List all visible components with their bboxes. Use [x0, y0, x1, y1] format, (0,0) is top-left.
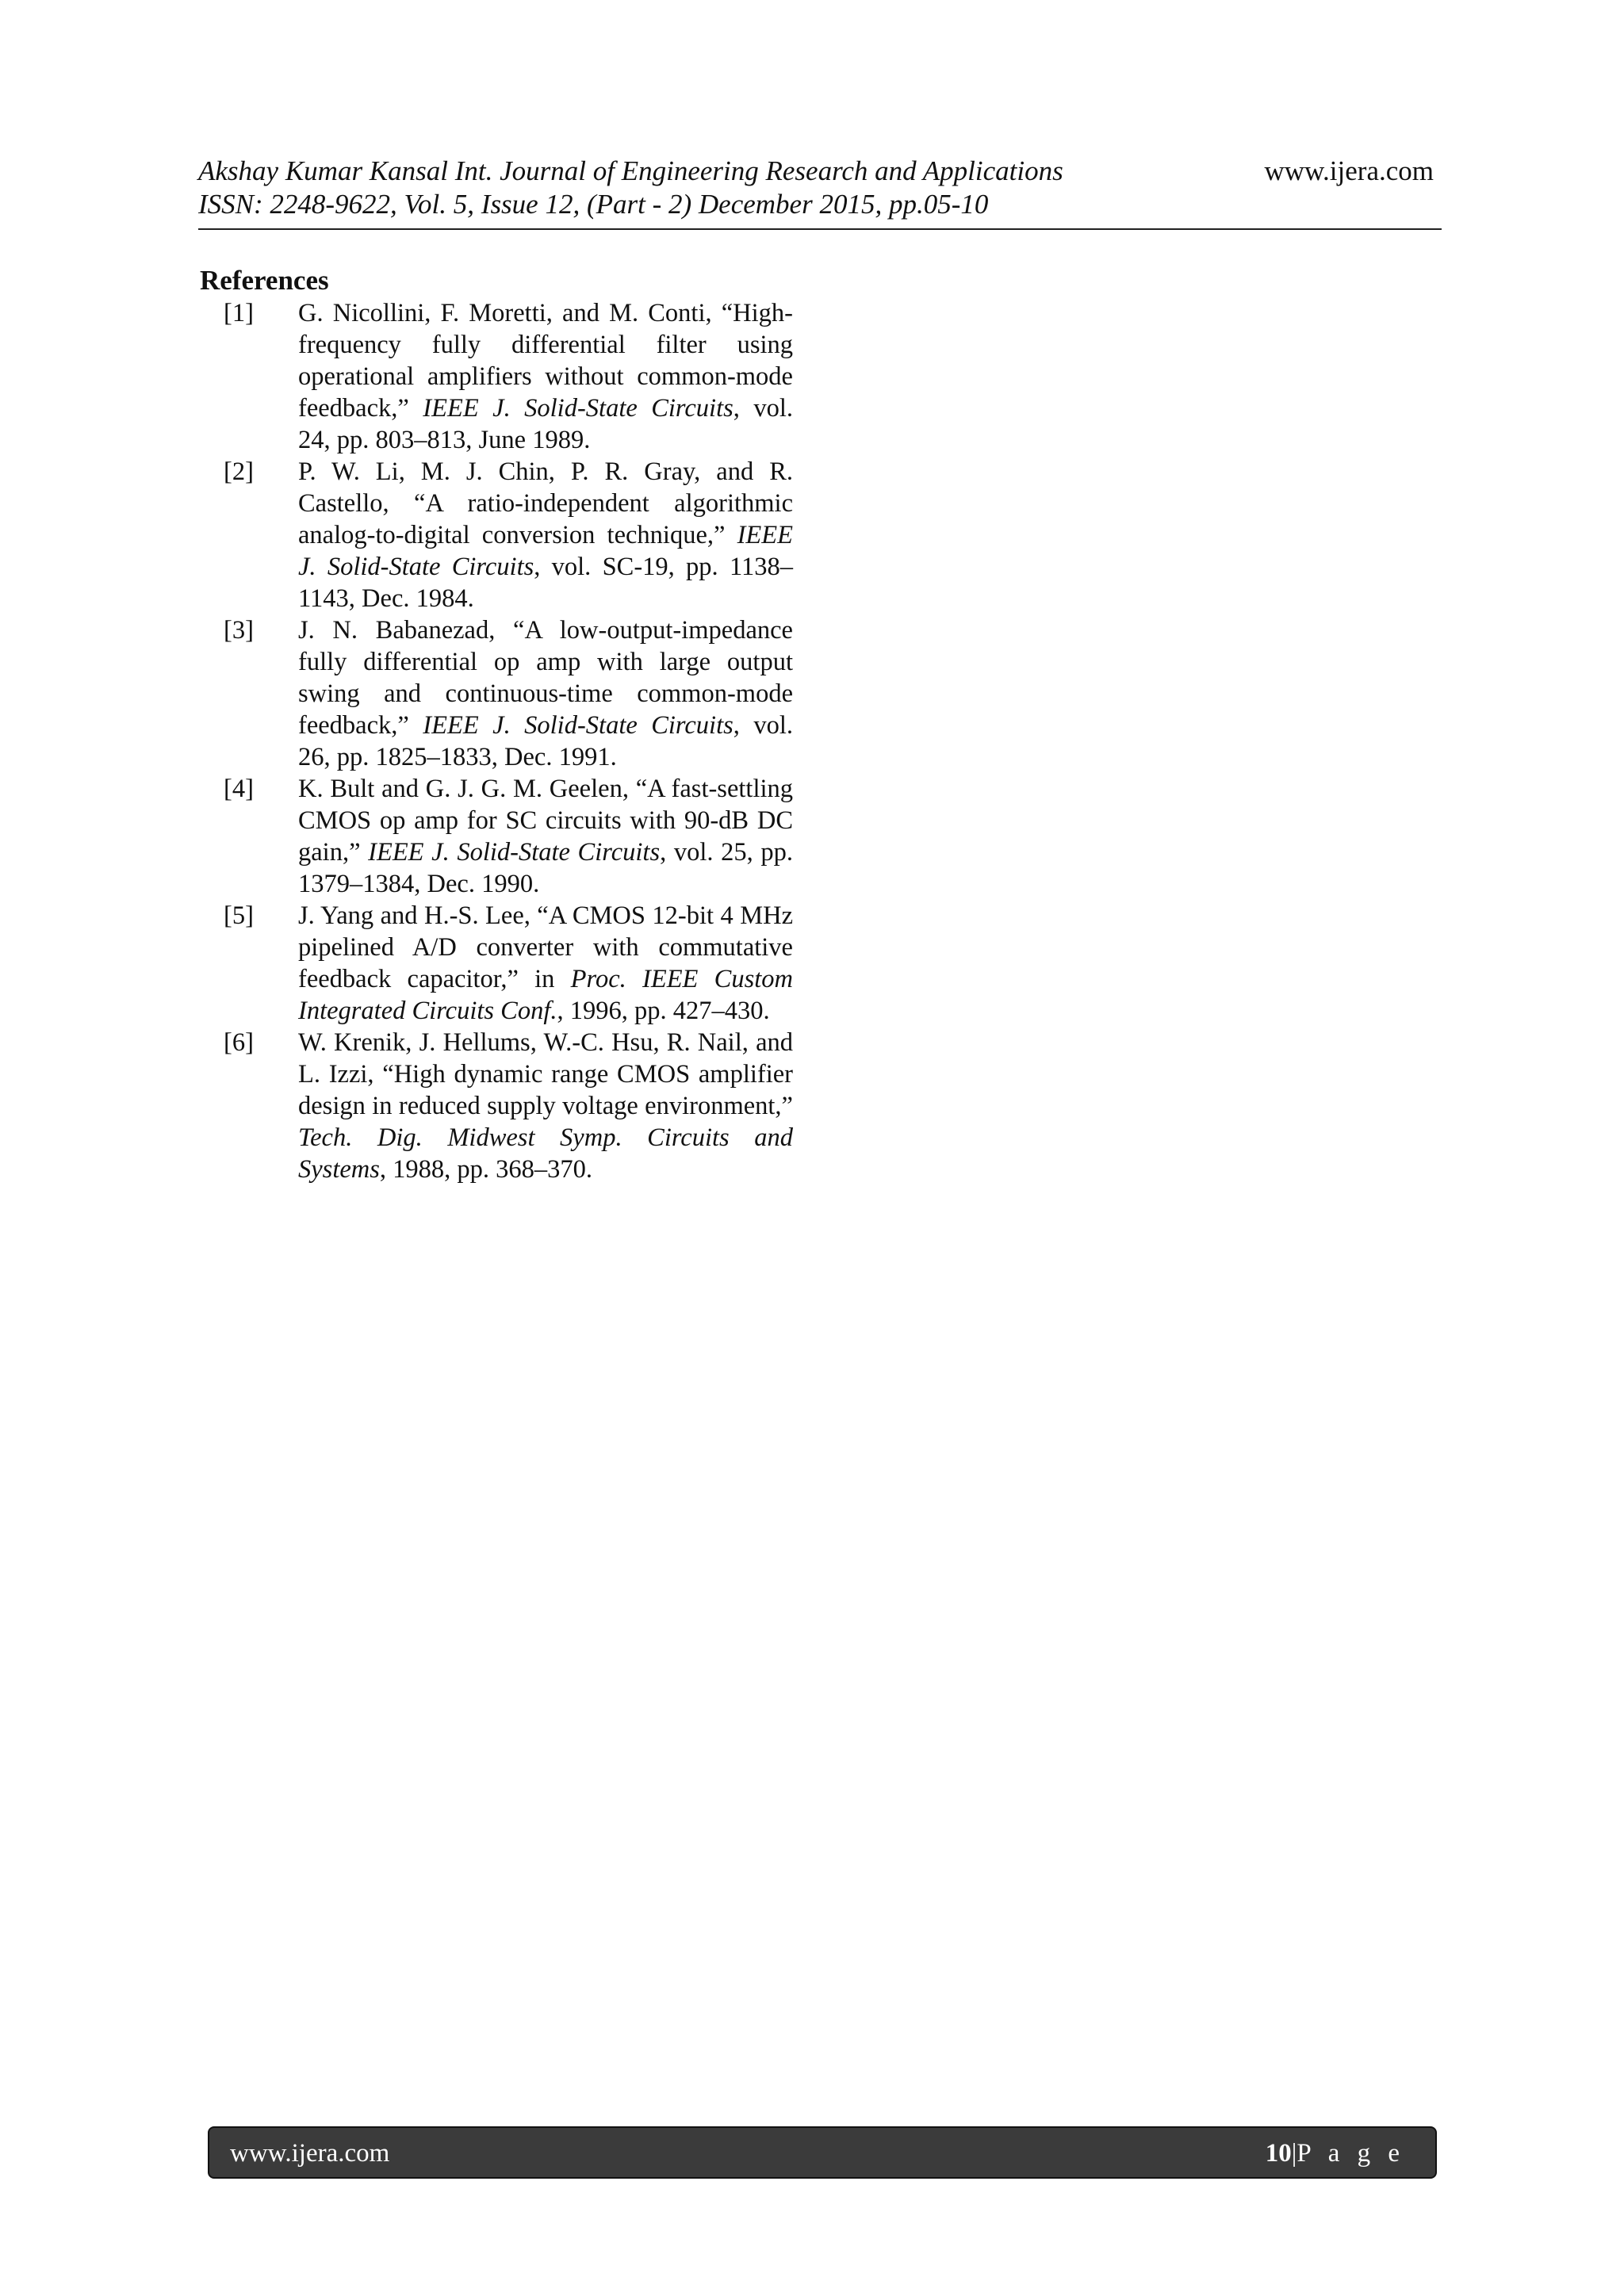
reference-item-5	[200, 900, 793, 1027]
references-list	[200, 297, 793, 1185]
reference-authors-title: K. Bult and G. J. G. M. Geelen, “A fast-settling CMOS op amp for SC circuits with 90-dB DC gain,”	[298, 775, 793, 867]
reference-authors-title: G. Nicollini, F. Moretti, and M. Conti, “High-frequency fully differential filter using operational amplifiers without common-mode feedback,”	[298, 299, 793, 423]
reference-details: , vol. 25, pp. 1379–1384, Dec. 1990.	[298, 838, 793, 898]
reference-number: [1]	[224, 299, 254, 327]
reference-venue: IEEE J. Solid-State Circuits	[298, 521, 793, 581]
reference-text	[298, 901, 793, 1025]
reference-item-4	[200, 773, 793, 900]
reference-number: [2]	[224, 457, 254, 486]
reference-details: , vol. SC-19, pp. 1138–1143, Dec. 1984.	[298, 553, 793, 613]
reference-number: [4]	[224, 775, 254, 803]
page-footer	[208, 2126, 1437, 2179]
reference-number: [3]	[224, 616, 254, 645]
reference-authors-title: J. N. Babanezad, “A low-output-impedance fully differential op amp with large output swing and continuous-time common-mode feedback,”	[298, 616, 793, 740]
reference-venue: IEEE J. Solid-State Circuits	[368, 838, 661, 867]
reference-authors-title: W. Krenik, J. Hellums, W.-C. Hsu, R. Nail, and L. Izzi, “High dynamic range CMOS amplifier design in reduced supply voltage environment,”	[298, 1028, 793, 1120]
reference-text	[298, 1028, 793, 1184]
reference-item-2	[200, 456, 793, 614]
page-label: P a g e	[1297, 2139, 1405, 2168]
reference-authors-title: J. Yang and H.-S. Lee, “A CMOS 12-bit 4 MHz pipelined A/D converter with commutative feedback capacitor,” in	[298, 901, 793, 993]
running-header	[198, 152, 1442, 230]
reference-venue: Tech. Dig. Midwest Symp. Circuits and Systems	[298, 1123, 793, 1184]
header-authors-journal: Akshay Kumar Kansal Int. Journal of Engineering Research and Applications	[198, 155, 1063, 186]
footer-journal-url: www.ijera.com	[230, 2139, 390, 2168]
reference-text	[298, 299, 793, 454]
reference-number: [5]	[224, 901, 254, 930]
reference-details: , 1988, pp. 368–370.	[379, 1155, 593, 1184]
reference-venue: IEEE J. Solid-State Circuits	[423, 711, 733, 740]
header-journal-url: www.ijera.com	[1264, 155, 1434, 186]
reference-item-1	[200, 297, 793, 456]
page-separator: |	[1291, 2139, 1297, 2168]
reference-text	[298, 775, 793, 898]
reference-venue: IEEE J. Solid-State Circuits	[423, 394, 733, 423]
reference-authors-title: P. W. Li, M. J. Chin, P. R. Gray, and R. Castello, “A ratio-independent algorithmic analog-to-digital conversion technique,”	[298, 457, 793, 549]
reference-text	[298, 457, 793, 613]
reference-item-3	[200, 614, 793, 773]
reference-text	[298, 616, 793, 771]
page-number: 10	[1265, 2139, 1292, 2168]
reference-details: , vol. 26, pp. 1825–1833, Dec. 1991.	[298, 711, 794, 771]
reference-item-6	[200, 1027, 793, 1185]
footer-page-indicator	[1266, 2137, 1405, 2169]
reference-details: , 1996, pp. 427–430.	[557, 997, 770, 1025]
reference-details: , vol. 24, pp. 803–813, June 1989.	[298, 394, 794, 454]
header-issn-volume: ISSN: 2248-9622, Vol. 5, Issue 12, (Part - 2) December 2015, pp.05-10	[198, 189, 989, 220]
references-heading: References	[200, 265, 329, 296]
reference-venue: Proc. IEEE Custom Integrated Circuits Conf.	[298, 965, 793, 1025]
reference-number: [6]	[224, 1028, 254, 1057]
